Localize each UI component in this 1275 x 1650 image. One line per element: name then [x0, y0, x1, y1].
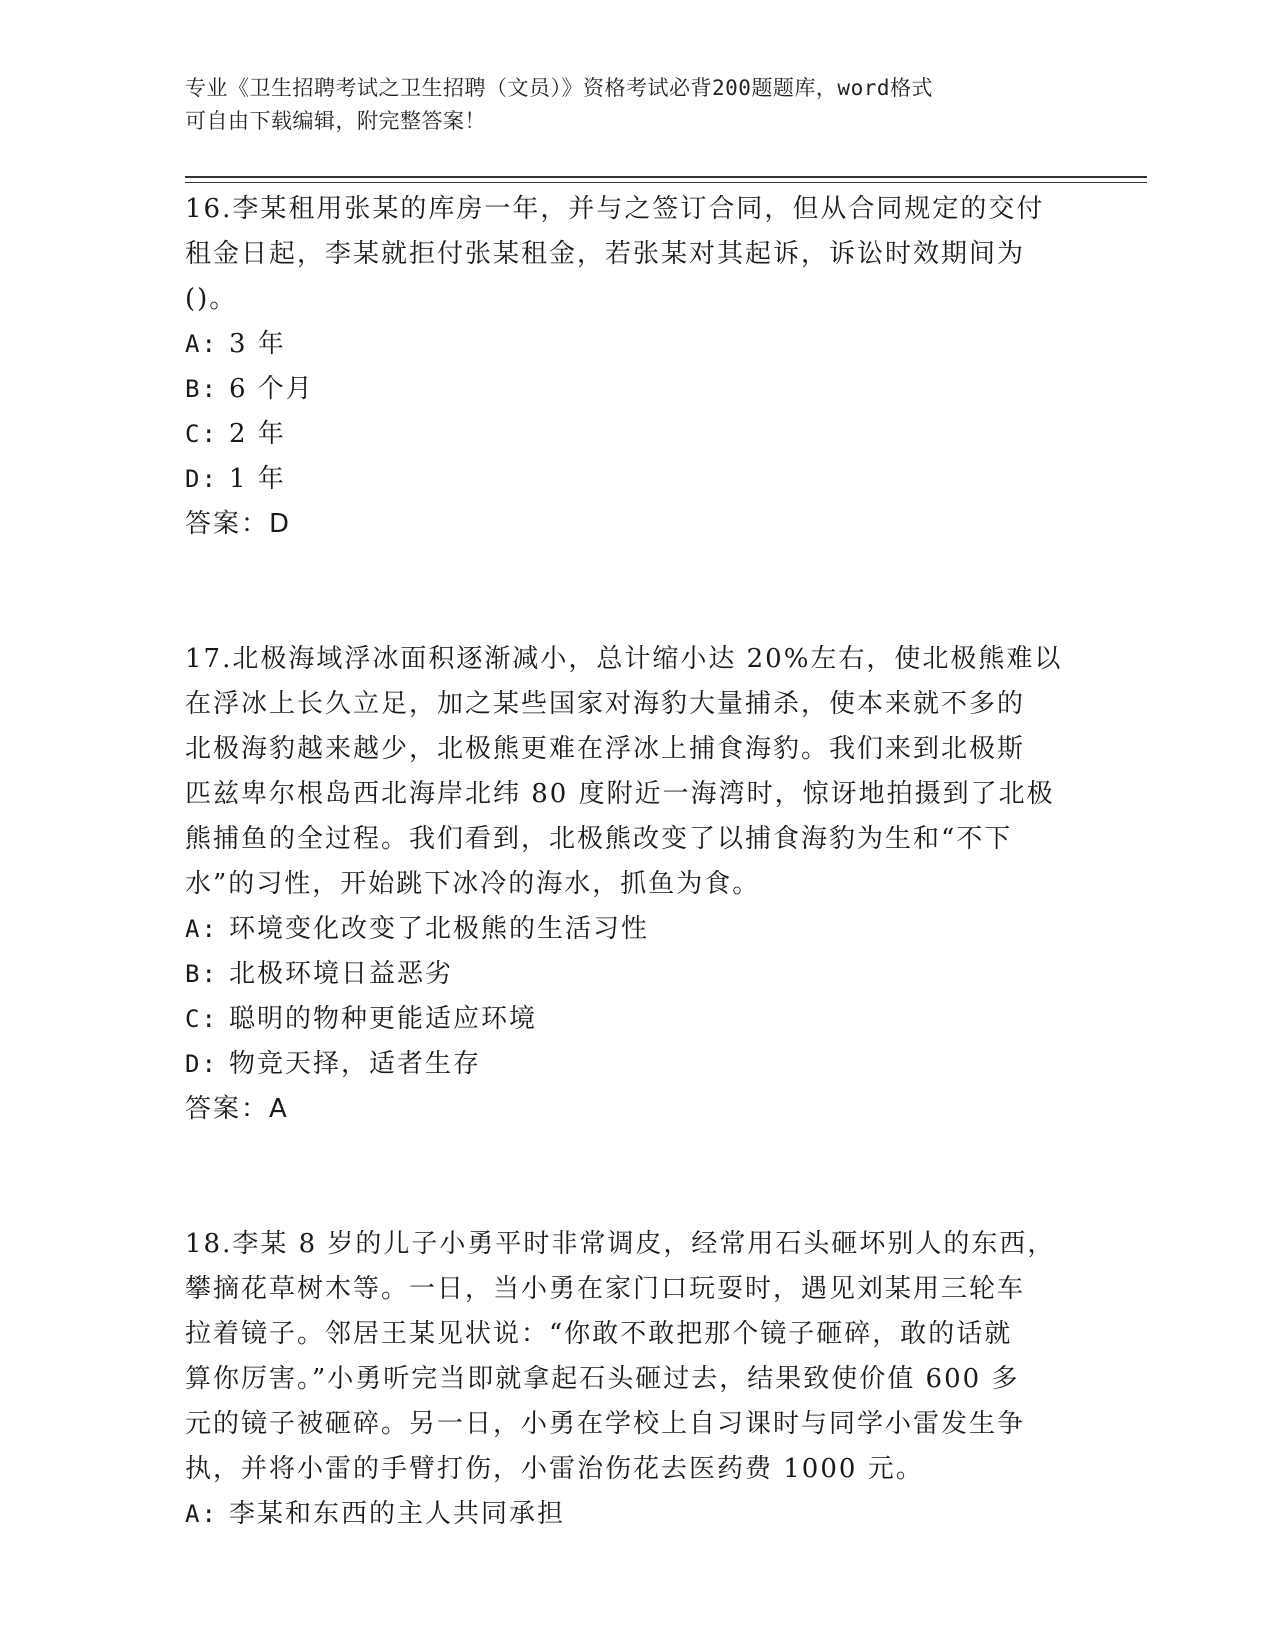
- option-key: A:: [185, 330, 218, 358]
- question-line: 水”的习性，开始跳下冰冷的海水，抓鱼为食。: [185, 869, 761, 899]
- option-a: [185, 1492, 1065, 1537]
- option-key: D:: [185, 1050, 218, 1078]
- question-list: [185, 187, 1065, 1537]
- question-line: 16.李某租用张某的库房一年，并与之签订合同，但从合同规定的交付: [185, 194, 1045, 224]
- option-a: [185, 322, 1065, 367]
- option-key: C:: [185, 420, 218, 448]
- question-line: 北极海豹越来越少，北极熊更难在浮冰上捕食海豹。我们来到北极斯: [185, 734, 1026, 764]
- question-line: 在浮冰上长久立足，加之某些国家对海豹大量捕杀，使本来就不多的: [185, 689, 1026, 719]
- option-key: C:: [185, 1005, 218, 1033]
- option-a: [185, 907, 1065, 952]
- option-text: 李某和东西的主人共同承担: [229, 1499, 566, 1529]
- question-line: 租金日起，李某就拒付张某租金，若张某对其起诉，诉讼时效期间为: [185, 239, 1026, 269]
- question-line: 匹兹卑尔根岛西北海岸北纬 80 度附近一海湾时，惊讶地拍摄到了北极: [185, 779, 1055, 809]
- option-key: A:: [185, 1500, 218, 1528]
- option-text: 6 个月: [229, 374, 314, 404]
- option-b: [185, 367, 1065, 412]
- answer-line: 答案：D: [185, 509, 292, 539]
- option-key: A:: [185, 915, 218, 943]
- option-text: 2 年: [229, 419, 286, 449]
- option-key: B:: [185, 375, 218, 403]
- question-gap: [185, 1132, 1065, 1222]
- option-text: 聪明的物种更能适应环境: [229, 1004, 538, 1034]
- option-text: 北极环境日益恶劣: [229, 959, 454, 989]
- question-line: 元的镜子被砸碎。另一日，小勇在学校上自习课时与同学小雷发生争: [185, 1409, 1026, 1439]
- option-text: 1 年: [229, 464, 286, 494]
- question-line: 17.北极海域浮冰面积逐渐减小，总计缩小达 20%左右，使北极熊难以: [185, 644, 1063, 674]
- option-c: [185, 412, 1065, 457]
- question-line: ()。: [185, 284, 238, 314]
- option-key: B:: [185, 960, 218, 988]
- option-text: 环境变化改变了北极熊的生活习性: [229, 914, 650, 944]
- question-16: [185, 187, 1065, 547]
- answer-line: 答案：A: [185, 1094, 289, 1124]
- question-line: 熊捕鱼的全过程。我们看到，北极熊改变了以捕食海豹为生和“不下: [185, 824, 1013, 854]
- option-d: [185, 457, 1065, 502]
- option-d: [185, 1042, 1065, 1087]
- option-b: [185, 952, 1065, 997]
- question-line: 攀摘花草树木等。一日，当小勇在家门口玩耍时，遇见刘某用三轮车: [185, 1274, 1026, 1304]
- header-divider-thin: [185, 182, 1147, 183]
- question-gap: [185, 547, 1065, 637]
- option-text: 物竞天择，适者生存: [229, 1049, 482, 1079]
- header-line-1: 专业《卫生招聘考试之卫生招聘（文员）》资格考试必背200题题库，word格式: [185, 76, 933, 100]
- question-17: [185, 637, 1065, 1132]
- option-c: [185, 997, 1065, 1042]
- question-line: 拉着镜子。邻居王某见状说：“你敢不敢把那个镜子砸碎，敢的话就: [185, 1319, 1013, 1349]
- question-18: [185, 1222, 1065, 1537]
- question-line: 执，并将小雷的手臂打伤，小雷治伤花去医药费 1000 元。: [185, 1454, 924, 1484]
- header-divider-thick: [185, 176, 1147, 178]
- document-header: [185, 72, 1065, 138]
- option-key: D:: [185, 465, 218, 493]
- option-text: 3 年: [229, 329, 286, 359]
- question-line: 算你厉害。”小勇听完当即就拿起石头砸过去，结果致使价值 600 多: [185, 1364, 1020, 1394]
- question-line: 18.李某 8 岁的儿子小勇平时非常调皮，经常用石头砸坏别人的东西，: [185, 1229, 1056, 1259]
- header-line-2: 可自由下载编辑，附完整答案！: [185, 109, 486, 133]
